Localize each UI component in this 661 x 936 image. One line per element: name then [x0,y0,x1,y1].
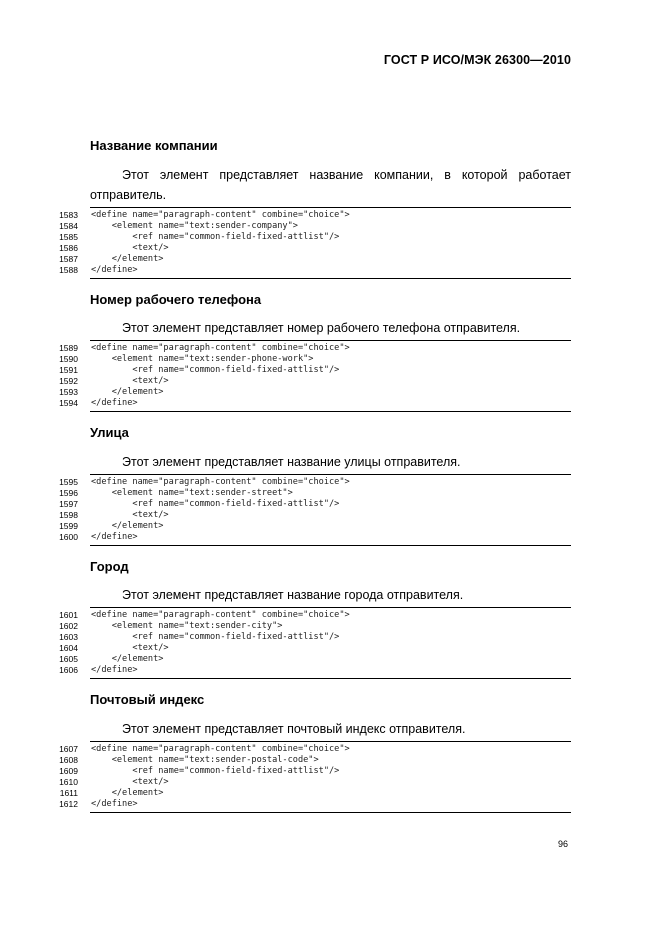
code-text: </define> [91,532,138,542]
code-text: <element name="text:sender-company"> [91,221,298,231]
line-number: 1601 [59,610,78,620]
code-text: </element> [91,254,164,264]
code-text: <text/> [91,643,169,653]
code-text: </define> [91,398,138,408]
line-number: 1603 [59,632,78,642]
line-number: 1609 [59,766,78,776]
code-text: <define name="paragraph-content" combine="choice"> [91,343,350,353]
section-description: Этот элемент представляет почтовый индекс отправителя. [122,722,466,736]
code-text: <element name="text:sender-postal-code"> [91,755,319,765]
code-text: <ref name="common-field-fixed-attlist"/> [91,365,340,375]
code-text: <text/> [91,777,169,787]
code-text: <element name="text:sender-city"> [91,621,283,631]
code-bottom-rule [90,411,571,412]
page-number: 96 [558,839,569,849]
line-number: 1586 [59,243,78,253]
code-text: <ref name="common-field-fixed-attlist"/> [91,232,340,242]
code-top-rule [90,741,571,742]
line-number: 1608 [59,755,78,765]
line-number: 1595 [59,477,78,487]
code-text: <define name="paragraph-content" combine="choice"> [91,210,350,220]
code-top-rule [90,340,571,341]
code-bottom-rule [90,278,571,279]
code-top-rule [90,607,571,608]
code-text: </element> [91,521,164,531]
code-text: </define> [91,665,138,675]
line-number: 1611 [59,788,78,798]
code-text: <element name="text:sender-phone-work"> [91,354,314,364]
line-number: 1591 [59,365,78,375]
section-description: Этот элемент представляет название улицы отправителя. [122,455,461,469]
section-title: Почтовый индекс [90,692,205,707]
code-text: <define name="paragraph-content" combine="choice"> [91,477,350,487]
code-text: </define> [91,799,138,809]
code-top-rule [90,207,571,208]
section-description: Этот элемент представляет номер рабочего телефона отправителя. [122,321,521,335]
code-text: </element> [91,387,164,397]
code-text: </define> [91,265,138,275]
code-text: <text/> [91,376,169,386]
section-title: Название компании [90,138,218,153]
code-text: <text/> [91,243,169,253]
code-text: <text/> [91,510,169,520]
line-number: 1592 [59,376,78,386]
line-number: 1587 [59,254,78,264]
section-title: Номер рабочего телефона [90,292,262,307]
line-number: 1593 [59,387,78,397]
code-text: </element> [91,788,164,798]
section-title: Город [90,559,129,574]
section-description-line-1: Этот элемент представляет название компании, в которой работает [122,168,571,182]
line-number: 1598 [59,510,78,520]
line-number: 1602 [59,621,78,631]
line-number: 1596 [59,488,78,498]
line-number: 1610 [59,777,78,787]
code-text: <define name="paragraph-content" combine="choice"> [91,744,350,754]
section-description: Этот элемент представляет название города отправителя. [122,588,464,602]
line-number: 1584 [59,221,78,231]
line-number: 1600 [59,532,78,542]
line-number: 1594 [59,398,78,408]
section-description-line-2: отправитель. [90,188,167,202]
code-top-rule [90,474,571,475]
line-number: 1605 [59,654,78,664]
line-number: 1597 [59,499,78,509]
line-number: 1599 [59,521,78,531]
line-number: 1607 [59,744,78,754]
code-bottom-rule [90,545,571,546]
line-number: 1585 [59,232,78,242]
code-text: <ref name="common-field-fixed-attlist"/> [91,632,340,642]
line-number: 1612 [59,799,78,809]
code-text: </element> [91,654,164,664]
code-bottom-rule [90,812,571,813]
code-text: <ref name="common-field-fixed-attlist"/> [91,766,340,776]
line-number: 1588 [59,265,78,275]
line-number: 1590 [59,354,78,364]
line-number: 1604 [59,643,78,653]
standard-header: ГОСТ Р ИСО/МЭК 26300—2010 [383,53,571,67]
code-text: <element name="text:sender-street"> [91,488,293,498]
line-number: 1583 [59,210,78,220]
line-number: 1606 [59,665,78,675]
line-number: 1589 [59,343,78,353]
code-text: <ref name="common-field-fixed-attlist"/> [91,499,340,509]
code-text: <define name="paragraph-content" combine="choice"> [91,610,350,620]
section-title: Улица [90,425,129,440]
code-bottom-rule [90,678,571,679]
